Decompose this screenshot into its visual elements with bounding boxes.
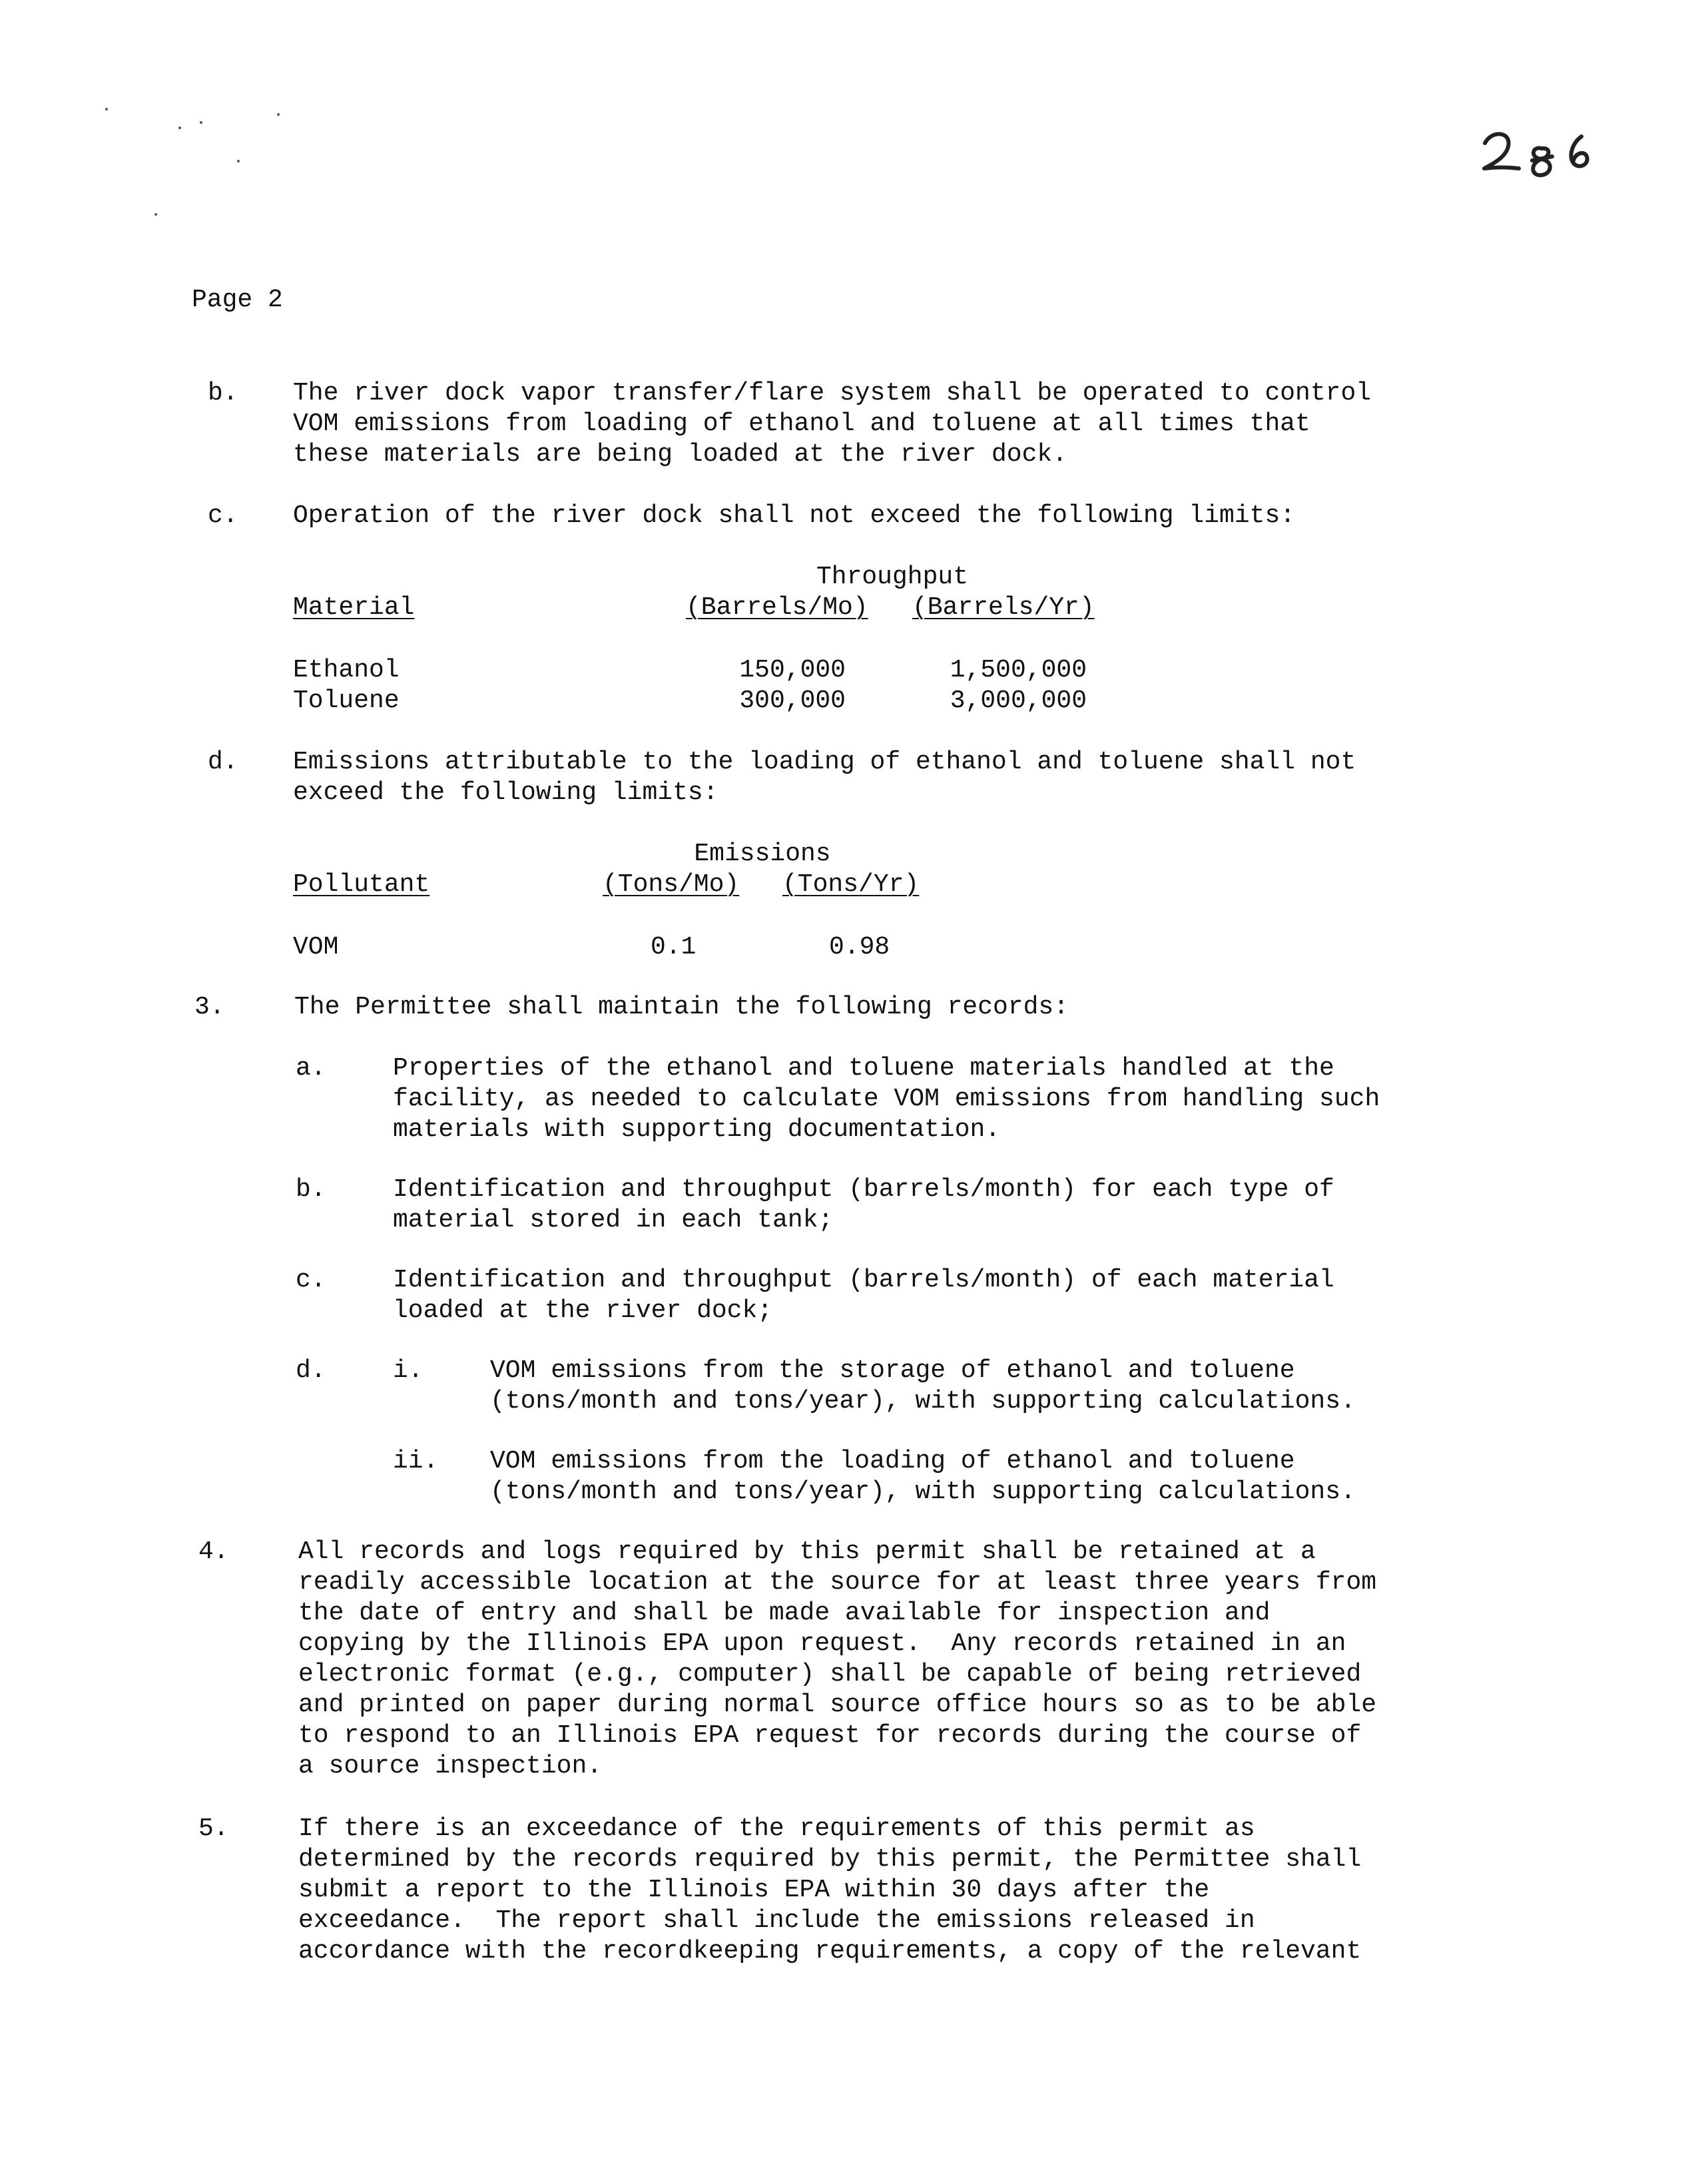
section-3a-line: materials with supporting documentation. (393, 1115, 1001, 1144)
section-4-line: to respond to an Illinois EPA request for records during the course of (298, 1721, 1362, 1750)
scan-speck (237, 160, 240, 162)
section-3a-line: Properties of the ethanol and toluene materials handled at the (393, 1054, 1334, 1083)
section-3c-line: loaded at the river dock; (393, 1296, 773, 1325)
section-3-marker: 3. (194, 993, 225, 1021)
section-3a-line: facility, as needed to calculate VOM emissions from handling such (393, 1085, 1380, 1113)
scan-speck (178, 127, 181, 129)
item-c-text: Operation of the river dock shall not exceed the following limits: (293, 501, 1296, 530)
item-d-line: Emissions attributable to the loading of ethanol and toluene shall not (293, 748, 1356, 776)
section-3c-marker: c. (296, 1266, 326, 1294)
emissions-row-mo: 0.1 (651, 933, 697, 961)
section-5-line: determined by the records required by this permit, the Permittee shall (298, 1845, 1362, 1874)
throughput-col-yr: (Barrels/Yr) (912, 593, 1095, 622)
section-4-line: and printed on paper during normal source office hours so as to be able (298, 1691, 1377, 1719)
item-b-line: VOM emissions from loading of ethanol and toluene at all times that (293, 410, 1310, 438)
emissions-col-mo: (Tons/Mo) (603, 870, 740, 899)
section-3c-line: Identification and throughput (barrels/month) of each material (393, 1266, 1334, 1294)
section-3d-i-marker: i. (393, 1356, 424, 1385)
section-4-line: copying by the Illinois EPA upon request. Any records retained in an (298, 1629, 1346, 1658)
throughput-col-mo: (Barrels/Mo) (686, 593, 868, 622)
section-4-line: the date of entry and shall be made available for inspection and (298, 1599, 1270, 1627)
emissions-col-pollutant: Pollutant (293, 870, 430, 899)
throughput-group-header: Throughput (816, 563, 969, 591)
scan-speck (154, 213, 157, 216)
section-5-line: If there is an exceedance of the requirements of this permit as (298, 1814, 1255, 1843)
throughput-row-mo: 150,000 (739, 656, 846, 684)
throughput-row-material: Ethanol (293, 656, 400, 684)
scan-speck (277, 113, 280, 116)
emissions-col-yr: (Tons/Yr) (782, 870, 920, 899)
throughput-row-material: Toluene (293, 686, 400, 715)
section-3d-ii-line: (tons/month and tons/year), with supporting calculations. (490, 1478, 1356, 1506)
section-5-line: submit a report to the Illinois EPA within 30 days after the (298, 1876, 1210, 1904)
section-3d-i-line: (tons/month and tons/year), with supporting calculations. (490, 1387, 1356, 1416)
emissions-group-header: Emissions (694, 840, 831, 868)
scan-speck (105, 108, 108, 111)
item-b-line: these materials are being loaded at the river dock. (293, 440, 1067, 469)
section-5-line: accordance with the recordkeeping requirements, a copy of the relevant (298, 1937, 1362, 1966)
section-4-line: readily accessible location at the source for at least three years from (298, 1568, 1377, 1597)
item-b-marker: b. (208, 379, 238, 408)
section-3d-ii-line: VOM emissions from the loading of ethanol and toluene (490, 1447, 1295, 1476)
section-3d-marker: d. (296, 1356, 326, 1385)
section-4-marker: 4. (198, 1537, 229, 1566)
section-3b-line: Identification and throughput (barrels/month) for each type of (393, 1175, 1334, 1204)
throughput-col-material: Material (293, 593, 415, 622)
throughput-row-yr: 1,500,000 (950, 656, 1087, 684)
item-d-marker: d. (208, 748, 238, 776)
section-5-line: exceedance. The report shall include the emissions released in (298, 1906, 1255, 1935)
item-d-line: exceed the following limits: (293, 778, 718, 807)
scan-speck (200, 121, 202, 124)
section-5-marker: 5. (198, 1814, 229, 1843)
section-3d-ii-marker: ii. (393, 1447, 439, 1476)
item-c-marker: c. (208, 501, 238, 530)
throughput-row-mo: 300,000 (739, 686, 846, 715)
handwritten-mark-text: 286 (1475, 123, 1476, 124)
section-3b-line: material stored in each tank; (393, 1206, 834, 1234)
emissions-row-pollutant: VOM (293, 933, 339, 961)
section-3a-marker: a. (296, 1054, 326, 1083)
section-4-line: electronic format (e.g., computer) shall be capable of being retrieved (298, 1660, 1362, 1689)
page-label: Page 2 (192, 286, 283, 314)
section-3-text: The Permittee shall maintain the following records: (294, 993, 1069, 1021)
handwritten-page-number (1475, 123, 1608, 196)
throughput-row-yr: 3,000,000 (950, 686, 1087, 715)
section-3b-marker: b. (296, 1175, 326, 1204)
section-4-line: a source inspection. (298, 1752, 603, 1780)
emissions-row-yr: 0.98 (829, 933, 890, 961)
item-b-line: The river dock vapor transfer/flare system shall be operated to control (293, 379, 1372, 408)
section-4-line: All records and logs required by this permit shall be retained at a (298, 1537, 1316, 1566)
section-3d-i-line: VOM emissions from the storage of ethanol and toluene (490, 1356, 1295, 1385)
